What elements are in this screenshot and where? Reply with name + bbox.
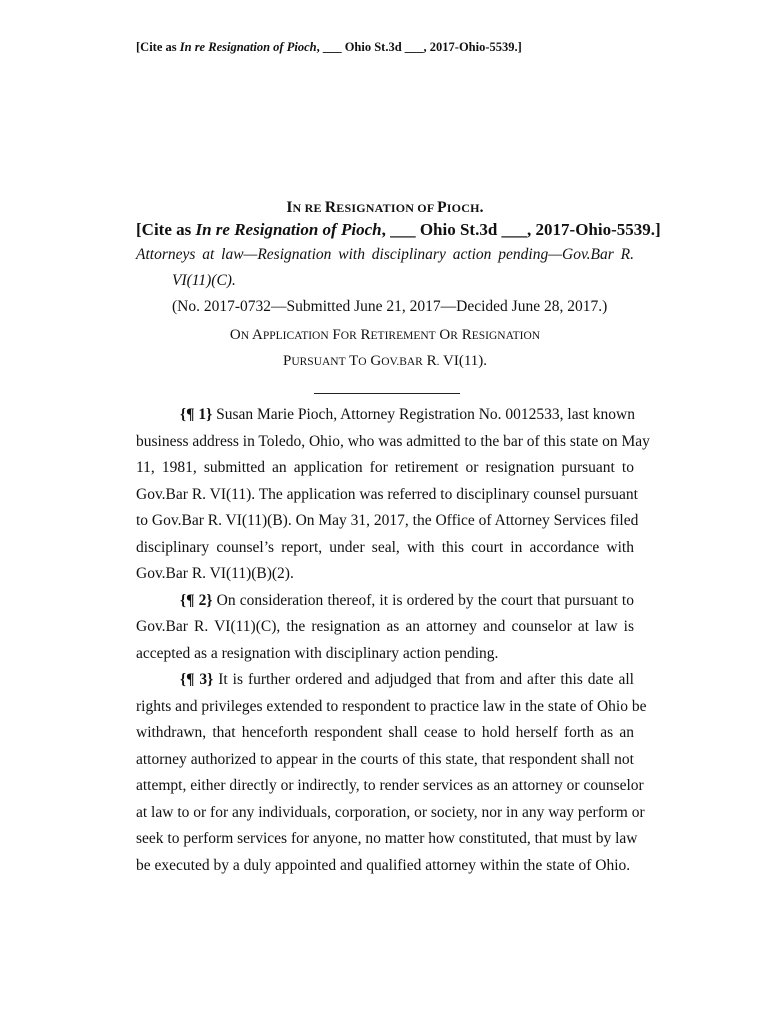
body-line [136, 485, 638, 508]
body-line [136, 459, 634, 481]
docket-line: (No. 2017-0732—Submitted June 21, 2017—Decided June 28, 2017.) [172, 298, 608, 315]
body-line-text: business address in Toledo, Ohio, who was admitted to the bar of this state on May [136, 432, 650, 450]
body-line-text: 11, 1981, submitted an application for retirement or resignation pursuant to [136, 459, 634, 476]
body-line [180, 406, 634, 428]
body-line [136, 777, 644, 799]
application-heading-text: ON APPLICATION FOR RETIREMENT OR RESIGNATION [229, 327, 541, 343]
body-line-text: seek to perform services for anyone, no matter how constituted, that must by law [136, 830, 638, 847]
citation-line [136, 220, 661, 240]
header-cite-suffix: , ___ Ohio St.3d ___, 2017-Ohio-5539.] [316, 40, 522, 54]
citation-case-name: In re Resignation of Pioch [195, 220, 382, 239]
body-line-text: attempt, either directly or indirectly, to render services as an attorney or counselor [136, 777, 644, 794]
body-line [136, 697, 647, 720]
case-title [0, 199, 770, 217]
body-line-text: Gov.Bar R. VI(11). The application was referred to disciplinary counsel pursuant [136, 485, 638, 503]
body-line [136, 803, 645, 826]
application-heading-text: PURSUANT TO GOV.BAR R. VI(11). [282, 353, 488, 369]
paragraph-number: {¶ 1} [180, 406, 213, 423]
body-line-text: It is further ordered and adjudged that from and after this date all [213, 671, 634, 688]
body-line [136, 512, 639, 534]
paragraph-number: {¶ 2} [180, 591, 213, 609]
body-line [136, 751, 634, 773]
body-line [136, 857, 634, 879]
case-title-part: P [437, 199, 447, 216]
body-line-text: accepted as a resignation with disciplinary action pending. [136, 644, 499, 662]
body-line [136, 432, 650, 455]
citation-prefix: [Cite as [136, 220, 196, 239]
paragraph-number: {¶ 3} [180, 671, 214, 688]
headnote-line: Attorneys at law—Resignation with disciplinary action pending—Gov.Bar R. [136, 246, 634, 263]
body-line-text: to Gov.Bar R. VI(11)(B). On May 31, 2017, the Office of Attorney Services filed [136, 512, 639, 529]
body-line-text: at law to or for any individuals, corporation, or society, nor in any way perform or [136, 803, 645, 821]
header-cite-prefix: [Cite as [136, 40, 180, 54]
body-line-text: Gov.Bar R. VI(11)(C), the resignation as an attorney and counselor at law is [136, 618, 634, 635]
body-line [136, 830, 638, 852]
case-title-part: N RE [292, 201, 325, 215]
body-line-text: be executed by a duly appointed and qualified attorney within the state of Ohio. [136, 856, 631, 874]
body-line [136, 618, 634, 640]
body-line-text: rights and privileges extended to respondent to practice law in the state of Ohio be [136, 697, 647, 715]
section-divider [314, 393, 460, 394]
header-cite-case-name: In re Resignation of Pioch [179, 40, 317, 54]
case-title-part: . [479, 199, 484, 216]
body-line-text: On consideration thereof, it is ordered by the court that pursuant to [212, 591, 634, 609]
application-heading [0, 353, 770, 370]
body-line [136, 539, 634, 561]
body-line-text: withdrawn, that henceforth respondent shall cease to hold herself forth as an [136, 724, 634, 741]
headnote-line: VI(11)(C). [172, 272, 236, 289]
case-title-part: IOCH [446, 201, 480, 215]
body-line-text: Susan Marie Pioch, Attorney Registration No. 0012533, last known [212, 406, 635, 423]
body-line [136, 645, 634, 667]
body-line [180, 592, 634, 614]
citation-suffix: , ___ Ohio St.3d ___, 2017-Ohio-5539.] [381, 220, 661, 239]
body-line [136, 724, 634, 746]
application-heading [0, 327, 770, 344]
case-title-part: R [324, 199, 337, 216]
body-line-text: attorney authorized to appear in the courts of this state, that respondent shall not [136, 750, 634, 768]
running-header-citation [136, 40, 656, 55]
body-line-text: Gov.Bar R. VI(11)(B)(2). [136, 565, 294, 582]
body-line [180, 671, 634, 693]
case-title-part: I [286, 199, 293, 216]
body-line [136, 565, 634, 587]
body-line-text: disciplinary counsel’s report, under seal, with this court in accordance with [136, 538, 634, 556]
case-title-part: ESIGNATION OF [336, 201, 438, 215]
